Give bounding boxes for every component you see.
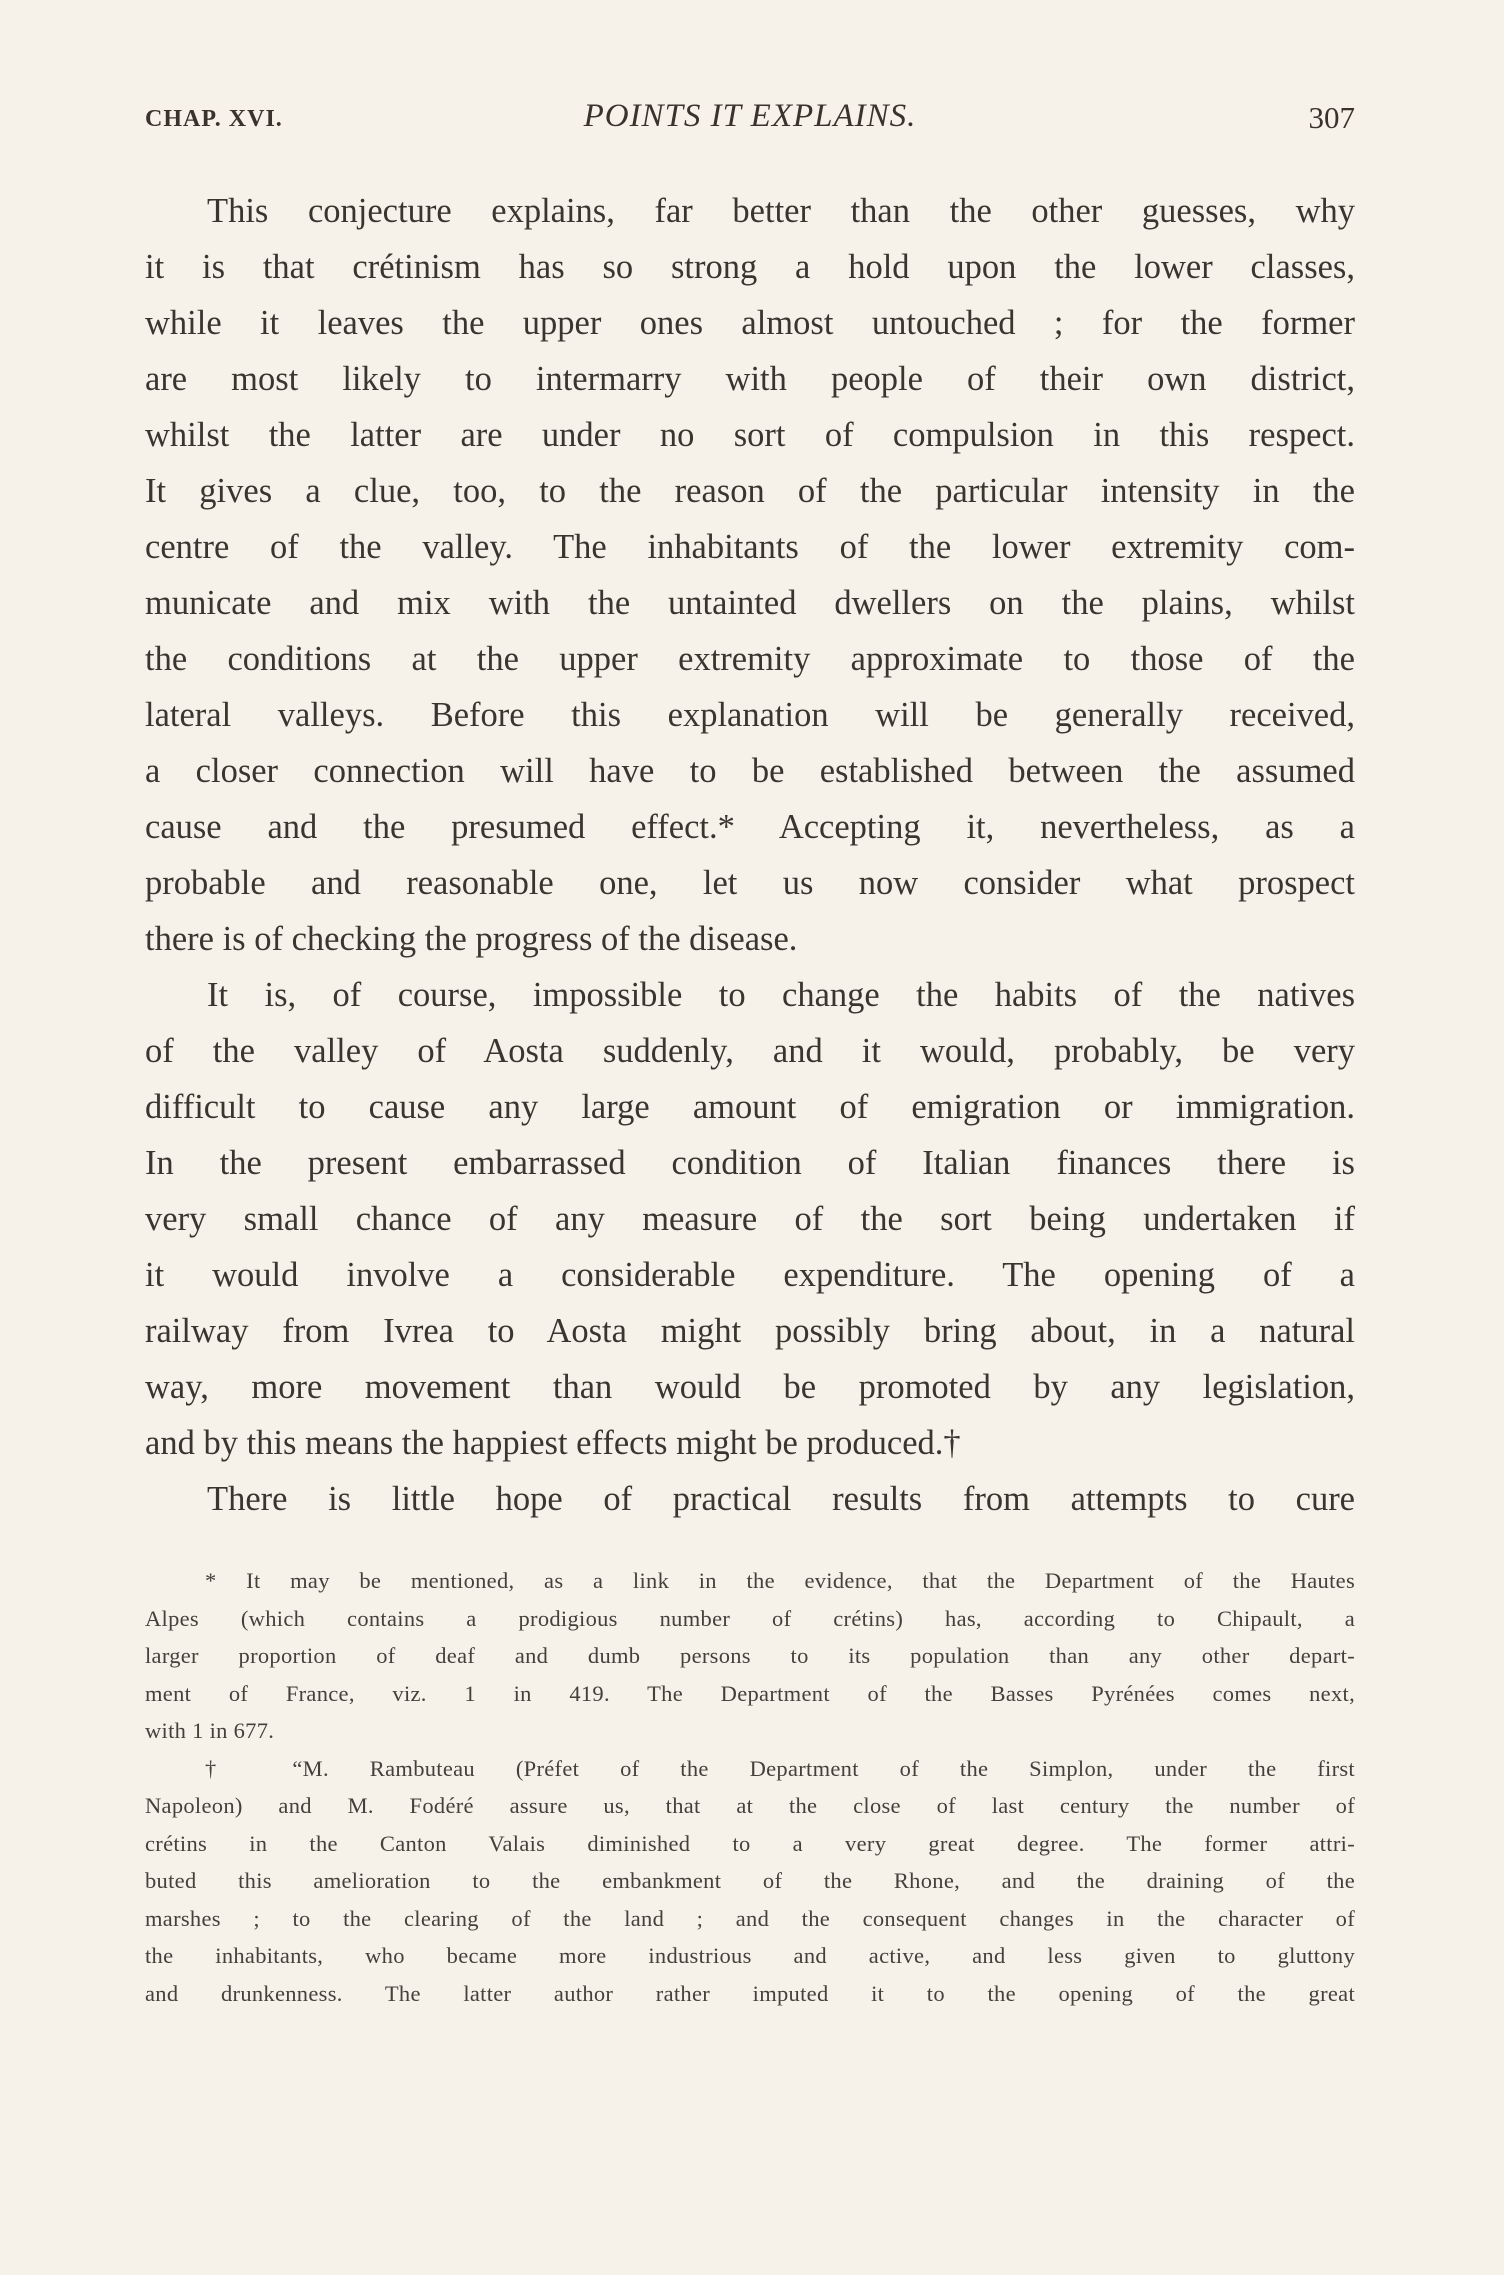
footnote-line: larger proportion of deaf and dumb persons to its population than any other depart- bbox=[145, 1643, 1355, 1668]
footnote-line: Alpes (which contains a prodigious number of crétins) has, according to Chipault, a bbox=[145, 1605, 1355, 1631]
text-line: centre of the valley. The inhabitants of the lower extremity com- bbox=[145, 528, 1355, 566]
footnote-line: the inhabitants, who became more industrious and active, and less given to gluttony bbox=[145, 1943, 1355, 1968]
text-line: the conditions at the upper extremity approximate to those of the bbox=[145, 640, 1355, 678]
footnote-line: buted this amelioration to the embankment of the Rhone, and the draining of the bbox=[145, 1868, 1355, 1893]
running-title: POINTS IT EXPLAINS. bbox=[583, 98, 917, 134]
footnote-line: marshes ; to the clearing of the land ; and the consequent changes in the character of bbox=[145, 1905, 1355, 1931]
text-line: railway from Ivrea to Aosta might possibly bring about, in a natural bbox=[145, 1312, 1355, 1350]
main-text bbox=[145, 183, 1355, 1527]
text-line: are most likely to intermarry with people of their own district, bbox=[145, 360, 1355, 398]
text-line: way, more movement than would be promoted by any legislation, bbox=[145, 1368, 1355, 1406]
footnote-line: crétins in the Canton Valais diminished to a very great degree. The former attri- bbox=[145, 1830, 1355, 1856]
page-number: 307 bbox=[1308, 100, 1355, 135]
text-line: very small chance of any measure of the sort being undertaken if bbox=[145, 1200, 1355, 1238]
text-line: It gives a clue, too, to the reason of the particular intensity in the bbox=[145, 472, 1355, 510]
text-line: while it leaves the upper ones almost untouched ; for the former bbox=[145, 304, 1355, 342]
text-line: difficult to cause any large amount of emigration or immigration. bbox=[145, 1088, 1355, 1126]
text-line: it is that crétinism has so strong a hold upon the lower classes, bbox=[145, 248, 1355, 286]
chapter-label: CHAP. XVI. bbox=[145, 106, 283, 132]
text-line: This conjecture explains, far better than the other guesses, why bbox=[207, 192, 1355, 230]
footnote-line: Napoleon) and M. Fodéré assure us, that at the close of last century the number of bbox=[145, 1793, 1355, 1818]
text-line: In the present embarrassed condition of Italian finances there is bbox=[145, 1144, 1355, 1182]
footnote-line: with 1 in 677. bbox=[145, 1718, 275, 1743]
text-line: there is of checking the progress of the disease. bbox=[145, 920, 798, 958]
text-line: municate and mix with the untainted dwellers on the plains, whilst bbox=[145, 584, 1355, 622]
text-line: a closer connection will have to be established between the assumed bbox=[145, 752, 1355, 790]
text-line: whilst the latter are under no sort of compulsion in this respect. bbox=[145, 416, 1355, 454]
text-line: There is little hope of practical results from attempts to cure bbox=[207, 1480, 1355, 1518]
text-line: it would involve a considerable expenditure. The opening of a bbox=[145, 1256, 1355, 1294]
footnote-line: * It may be mentioned, as a link in the evidence, that the Department of the Hautes bbox=[205, 1568, 1355, 1593]
running-header bbox=[145, 98, 1355, 142]
text-line: and by this means the happiest effects might be produced.† bbox=[145, 1424, 961, 1462]
footnote-line: † “M. Rambuteau (Préfet of the Department of the Simplon, under the first bbox=[205, 1755, 1355, 1781]
text-line: It is, of course, impossible to change the habits of the natives bbox=[207, 976, 1355, 1014]
text-line: cause and the presumed effect.* Accepting it, nevertheless, as a bbox=[145, 808, 1355, 846]
text-line: lateral valleys. Before this explanation will be generally received, bbox=[145, 696, 1355, 734]
footnotes bbox=[145, 1562, 1355, 2012]
footnote-line: ment of France, viz. 1 in 419. The Department of the Basses Pyrénées comes next, bbox=[145, 1680, 1355, 1706]
text-line: of the valley of Aosta suddenly, and it would, probably, be very bbox=[145, 1032, 1355, 1070]
text-line: probable and reasonable one, let us now consider what prospect bbox=[145, 864, 1355, 902]
footnote-line: and drunkenness. The latter author rather imputed it to the opening of the great bbox=[145, 1980, 1355, 2006]
